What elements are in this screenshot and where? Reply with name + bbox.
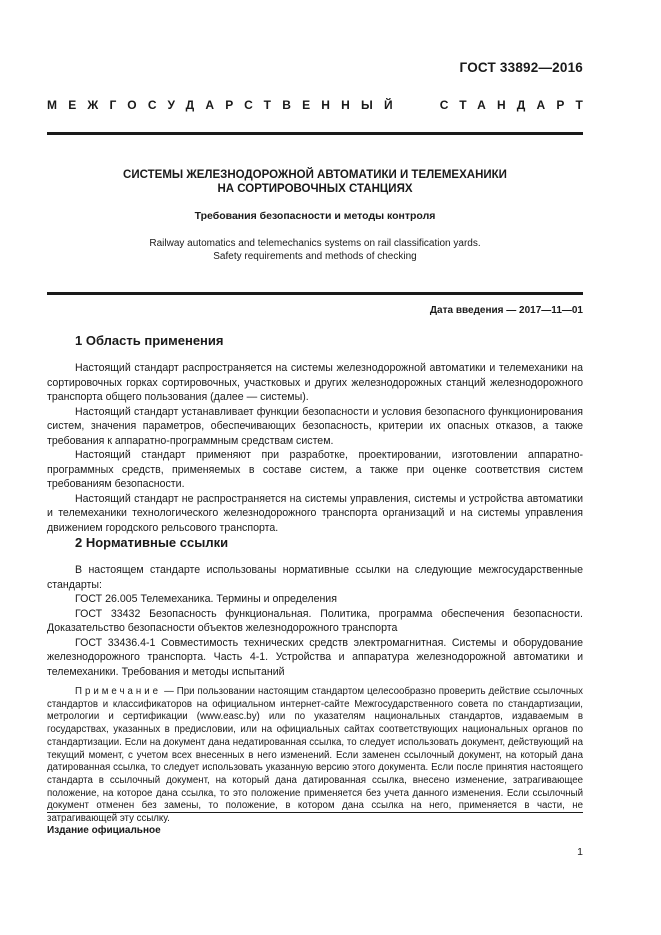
reference-item: ГОСТ 33432 Безопасность функциональная. Политика, программа обеспечения безопасности. Доказательство безопасности объектов железнодорожного транспорта: [47, 607, 583, 634]
introduction-date: Дата введения — 2017—11—01: [429, 305, 583, 316]
standard-type-banner: [47, 98, 594, 112]
note: [47, 686, 583, 826]
banner-word-standard: СТАНДАРТ: [439, 98, 594, 112]
section-heading: 2 Нормативные ссылки: [75, 535, 229, 550]
edition-label: Издание официальное: [47, 825, 161, 836]
title-ru-line2: НА СОРТИРОВОЧНЫХ СТАНЦИЯХ: [217, 183, 413, 195]
paragraph: В настоящем стандарте использованы нормативные ссылки на следующие межгосударственные стандарты:: [47, 564, 583, 591]
title-en-line1: Railway automatics and telemechanics systems on rail classification yards.: [149, 238, 481, 249]
paragraph: Настоящий стандарт не распространяется на системы управления, системы и устройства автоматики и телемеханики технологического железнодорожного транспорта организаций и на системы управления движением городского рельсового транспорта.: [47, 492, 583, 534]
title-en-line2: Safety requirements and methods of checking: [213, 251, 417, 262]
title-divider: [47, 292, 583, 295]
reference-item: ГОСТ 33436.4-1 Совместимость технических средств электромагнитная. Системы и оборудование железнодорожного транспорта. Часть 4-1. Устройства и аппаратура железнодорожной автоматики и телемеханики. Требования и методы испытаний: [47, 636, 583, 678]
title-block: [47, 168, 583, 263]
footer-divider: [47, 812, 583, 813]
title-ru-line1: СИСТЕМЫ ЖЕЛЕЗНОДОРОЖНОЙ АВТОМАТИКИ И ТЕЛЕМЕХАНИКИ: [123, 169, 507, 181]
note-text: — При пользовании настоящим стандартом целесообразно проверить действие ссылочных стандартов и классификаторов на официальном интернет-сайте Межгосударственного совета по стандартизации, метрологии и сертификации (www.easc.by) или по указателям национальных стандартов, издаваемым в государствах, указанных в предисловии, или на официальных сайтах соответствующих национальных органов по стандартизации. Если на документ дана недатированная ссылка, то следует использовать документ, действующий на текущий момент, с учетом всех внесенных в него изменений. Если заменен ссылочный документ, на который дана датированная ссылка, то следует использовать указанную версию этого документа. Если после принятия настоящего стандарта в ссылочный документ, на который дана датированная ссылка, внесено изменение, затрагивающее положение, на которое дана ссылка, то это положение применяется без учета данного изменения. Если ссылочный документ отменен без замены, то положение, в котором дана ссылка на него, применяется в части, не затрагивающей эту ссылку.: [47, 686, 583, 825]
page-number: 1: [577, 846, 583, 858]
paragraph: Настоящий стандарт применяют при разработке, проектировании, изготовлении аппаратно-программных средств, применяемых в составе систем, а также при оценке соответствия систем требованиям безопасности.: [47, 449, 583, 490]
note-label: Примечание: [75, 686, 162, 697]
subtitle-ru: Требования безопасности и методы контроля: [194, 210, 436, 222]
standard-number: ГОСТ 33892—2016: [459, 60, 583, 75]
paragraph: Настоящий стандарт распространяется на системы железнодорожной автоматики и телемеханики на сортировочных горках сортировочных, участковых и других железнодорожных станций железнодорожного транспорта общего пользования (далее — системы).: [47, 362, 583, 403]
section-normative-references: [47, 535, 583, 826]
banner-word-interstate: МЕЖГОСУДАРСТВЕННЫЙ: [47, 98, 404, 112]
section-scope: [47, 333, 583, 535]
header-divider: [47, 132, 583, 135]
section-heading: 1 Область применения: [75, 333, 224, 348]
reference-item: ГОСТ 26.005 Телемеханика. Термины и определения: [75, 593, 337, 605]
paragraph: Настоящий стандарт устанавливает функции безопасности и условия безопасного функционирования систем, значения параметров, обеспечивающих безопасность, критерии их опасных отказов, а также требования к аппаратно-программным средствам систем.: [47, 405, 583, 447]
